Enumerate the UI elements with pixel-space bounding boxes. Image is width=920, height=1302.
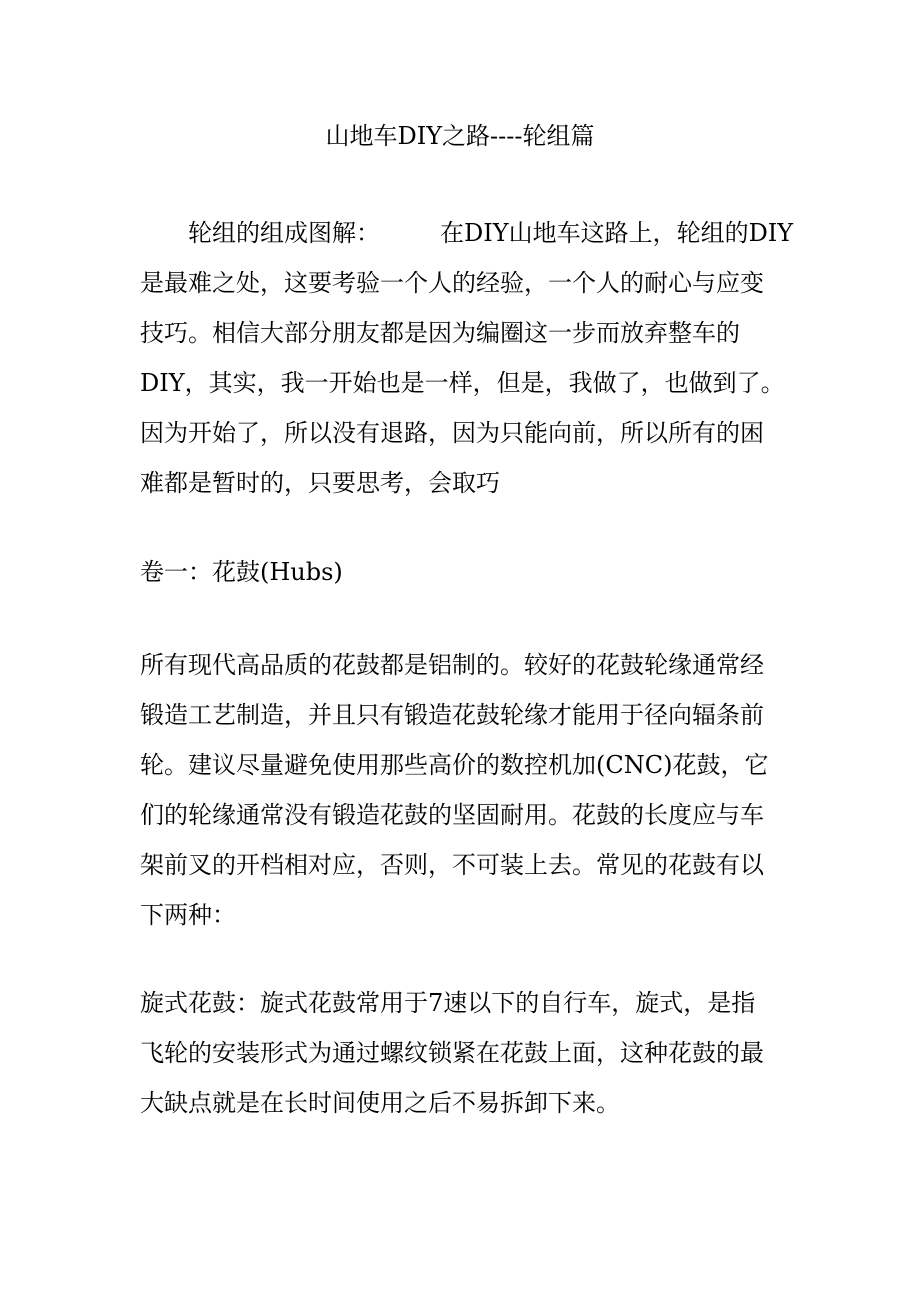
paragraph-line: 技巧。相信大部分朋友都是因为编圈这一步而放弃整车的 xyxy=(140,319,740,347)
paragraph-line: 飞轮的安装形式为通过螺纹锁紧在花鼓上面，这种花鼓的最 xyxy=(140,1039,764,1067)
paragraph-line: 架前叉的开档相对应，否则，不可装上去。常见的花鼓有以 xyxy=(140,851,764,879)
paragraph-line: 难都是暂时的，只要思考，会取巧 xyxy=(140,469,500,497)
paragraph-line: 是最难之处，这要考验一个人的经验，一个人的耐心与应变 xyxy=(140,269,764,297)
document-title: 山地车DIY之路----轮组篇 xyxy=(325,122,595,150)
paragraph-line: 轮组的组成图解： 在DIY山地车这路上，轮组的DIY xyxy=(140,219,794,247)
paragraph-line: 旋式花鼓：旋式花鼓常用于7速以下的自行车，旋式，是指 xyxy=(140,989,756,1017)
paragraph-line: 大缺点就是在长时间使用之后不易拆卸下来。 xyxy=(140,1089,620,1117)
paragraph-line: DIY，其实，我一开始也是一样，但是，我做了，也做到了。 xyxy=(140,369,785,397)
section-heading xyxy=(140,547,840,597)
paragraph-line: 因为开始了，所以没有退路，因为只能向前，所以所有的困 xyxy=(140,419,764,447)
paragraph-line: 们的轮缘通常没有锻造花鼓的坚固耐用。花鼓的长度应与车 xyxy=(140,801,764,829)
paragraph-line: 下两种： xyxy=(140,901,236,929)
paragraph-line: 所有现代高品质的花鼓都是铝制的。较好的花鼓轮缘通常经 xyxy=(140,651,764,679)
section-heading-text: 卷一：花鼓(Hubs) xyxy=(140,558,343,586)
paragraph-line: 轮。建议尽量避免使用那些高价的数控机加(CNC)花鼓，它 xyxy=(140,751,769,779)
paragraph-line: 锻造工艺制造，并且只有锻造花鼓轮缘才能用于径向辐条前 xyxy=(140,701,764,729)
intro-paragraph xyxy=(140,208,840,508)
threaded-hub-paragraph xyxy=(140,978,840,1128)
hubs-paragraph xyxy=(140,640,840,940)
